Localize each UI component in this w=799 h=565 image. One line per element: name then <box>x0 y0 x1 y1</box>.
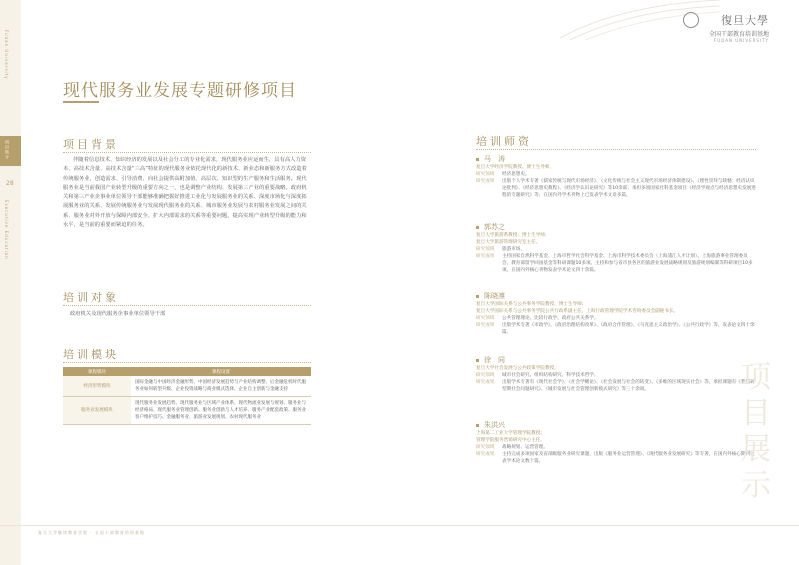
teacher-card <box>476 222 756 274</box>
audience-heading: 培训对象 <box>63 291 119 304</box>
teacher-affiliation: 复旦大学经济学院教授、博士生导师。 <box>476 165 555 170</box>
footer-divider <box>0 525 799 526</box>
sidebar-active-tab[interactable] <box>0 136 21 166</box>
logo-name: 復旦大學 <box>721 14 769 27</box>
teacher-field-row: 研究领域 战略规划、运营管理。 <box>476 445 548 450</box>
teacher-name: 朱洪兴 <box>476 420 756 430</box>
teacher-name: 陈晓凛 <box>476 291 756 301</box>
table-header: 课程模块 <box>63 367 131 376</box>
teacher-card <box>476 154 756 199</box>
teacher-output-row: 研究成果 主持国家自然科学基金、上海市哲学社会科学基金、上海市科学技术委员会（上海浦江人才计划）、上海旅游事业管理委员会、教育部留学回国基金等科研课题10多项。主持和参与省市县各区的旅游业发展战略规划及旅游规划编制等科研项目10多项。在国内外核心刊物发表学术论文四十余篇。 <box>476 254 753 273</box>
modules-heading: 培训模块 <box>63 348 119 361</box>
university-logo <box>679 12 769 43</box>
table-header: 课程设置 <box>131 367 311 376</box>
footer-text: 复旦大学继续教育学院 · 全国干部教育培训基地 <box>38 530 145 535</box>
sidebar-label: Fudan University <box>4 30 9 80</box>
teacher-name: 郭苏之 <box>476 222 756 232</box>
bullet-icon <box>476 226 479 229</box>
teacher-affiliation: 复旦大学社会发展与公共政策学院教授。 <box>476 366 559 371</box>
teacher-field-row: 研究领域 城市社会研究、组织结构研究、科学技术哲学。 <box>476 373 599 378</box>
left-sidebar-strip <box>0 0 21 565</box>
background-heading: 项目背景 <box>63 138 119 151</box>
teacher-output-row: 研究成果 出版个人学术专著《儒家传统与现代市场经济》、《文化传统与社会主义现代市场经济体制建设》、《理性崇拜与缺憾：经济认识论批判》、《经济思想史教程》、《经济学认识论研究》等10余部；承担多项国家社科基金项目《经济学观点与经济思想史发展进程的专题研究》等；在国内外学术刊物上已发表学术文章多篇。 <box>476 179 756 198</box>
teacher-output-row: 研究成果 主持完成多项国家及省部级服务业研究课题，出版《服务业运营管理》、《现代服务业发展研究》等专著，在国内外核心期刊发表学术论文数十篇。 <box>476 452 755 464</box>
section-divider <box>476 149 756 151</box>
section-divider <box>63 305 311 307</box>
audience-text: 政府机关及现代服务企事业单位领导干部 <box>70 311 166 317</box>
table-row <box>63 376 311 397</box>
bullet-icon <box>476 158 479 161</box>
teacher-name: 徐 同 <box>476 355 756 365</box>
module-name: 服务业发展模块 <box>63 397 131 425</box>
bullet-icon <box>476 424 479 427</box>
sidebar-active-label: 项目简介 <box>5 140 10 160</box>
teacher-card <box>476 420 756 465</box>
teacher-affiliation: 管理学院服务营销研究中心主任。 <box>476 438 545 443</box>
teacher-output-row: 研究成果 出版学术专著有《现代社会学》、《社会学概论》、《社会发展与社会的转变》、《多维的区域现实社会》等，承担课题有《我国转型期社会问题研究》、《城市发展与社会管理创新模式研究》等三十余项。 <box>476 380 755 392</box>
teacher-field-row: 研究领域 公共管理理论、比较行政学、政府公共关系学。 <box>476 316 599 321</box>
module-courses: 国际金融与中国经济金融形势、中国经济发展趋势与产业结构调整、后金融危机时代服务业如何转型升级、企业投资战略与商业模式选择、企业自主创新与金融支持 <box>131 376 311 397</box>
modules-table <box>63 367 311 425</box>
logo-subtitle: 全国干部教育培训基地 <box>708 31 769 38</box>
teachers-heading: 培训师资 <box>476 135 532 148</box>
background-text: 伴随着信息技术、知识经济的发展以及社会分工的专业化需求，现代服务业应运而生，具有高人力资本、高技术含量、高技术含量“三高”特征的现代服务业依托现代化的新技术、新业态和新服务方式改造着传统服务业，创造需求、引导消费，向社会提供高附加值、高层次、知识型的生产服务和生活服务。现代服务业是当前我国产业转型升级的重要方向之一，也是调整产业结构、发展第三产业的重要战略。政府机关和第三产业企事业单位领导干部能够准确把握好推进工业化与发展服务业的关系、深度市场化与深度拓展服务业的关系、发展传统服务业与发展现代服务业的关系、城市服务业发展与农村服务业发展之间的关系、服务业对外开放与保障内部安全、扩大内部需求的关系等重要问题，提高实现产业转型升级的能力和水平，是当前的重要而紧迫的任务。 <box>63 157 307 229</box>
teacher-field-row: 研究领域 经济思想史。 <box>476 172 530 177</box>
sidebar-label: Executive Education <box>4 200 9 260</box>
decorative-watermark-text: 项目展示 <box>741 360 771 503</box>
title-underline <box>63 101 99 103</box>
section-divider <box>63 152 311 154</box>
teacher-affiliation: 上海第二工业大学管理学院教授； <box>476 431 545 436</box>
teacher-output-row: 研究成果 出版学术专著《市政学》、《政府治理结构改革》、《政府合作管理》、《马克思主义政治学》、《公共行政学》等，发表论文四十余篇。 <box>476 323 755 335</box>
teacher-card <box>476 291 756 336</box>
teacher-name: 马 涛 <box>476 154 756 164</box>
bullet-icon <box>476 359 479 362</box>
bullet-icon <box>476 295 479 298</box>
table-row <box>63 397 311 425</box>
teacher-affiliation: 复旦大学旅游管理研究室主任。 <box>476 240 541 245</box>
page-title: 现代服务业发展专题研修项目 <box>63 81 297 101</box>
teacher-affiliation: 复旦大学旅游系教授、博士生导师； <box>476 233 550 238</box>
logo-english: FUDAN UNIVERSITY <box>714 38 769 43</box>
section-divider <box>63 362 311 364</box>
teacher-field-row: 研究领域 旅游市场。 <box>476 247 525 252</box>
module-courses: 现代服务业发展趋势、现代服务业与区域产业体系、现代物流业发展与规划、服务业与经济格局、现代服务业管理创新、服务业创新与人才培养、服务产业配套政策、服务业客户维护技巧、金融服务业、旅游业发展规划、农村现代服务业 <box>131 397 311 425</box>
teacher-card <box>476 355 756 393</box>
teacher-affiliation: 复旦大学国际关系与公共事务学院教授、博士生导师； <box>476 302 587 307</box>
teacher-affiliation: 复旦大学国际关系与公共事务学院公共行政系副主任、上海行政管理学院学术咨询委员会副秘书长。 <box>476 309 679 314</box>
module-name: 经济形势模块 <box>63 376 131 397</box>
page-number: 28 <box>6 180 14 187</box>
